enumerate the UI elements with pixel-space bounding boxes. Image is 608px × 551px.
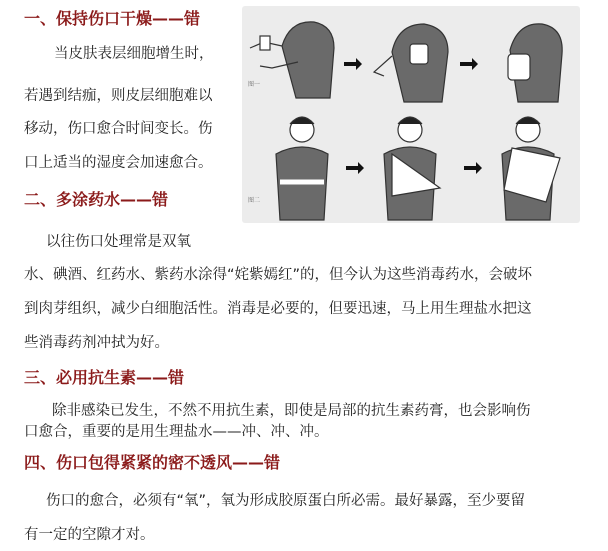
heading-airtight: 四、伤口包得紧紧的密不透风——错 bbox=[24, 453, 281, 472]
arrow-right-icon bbox=[460, 58, 478, 70]
figure-label-2: 图二 bbox=[248, 197, 261, 204]
sling-step-2 bbox=[384, 117, 440, 220]
paragraph-line: 口愈合，重要的是用生理盐水——冲、冲、冲。 bbox=[24, 424, 329, 440]
paragraph-line: 些消毒药剂冲拭为好。 bbox=[24, 335, 169, 351]
heading-medicine: 二、多涂药水——错 bbox=[24, 190, 169, 209]
paragraph-line: 到肉芽组织，减少白细胞活性。消毒是必要的，但要迅速，马上用生理盐水把这 bbox=[24, 301, 532, 317]
arrow-right-icon bbox=[346, 162, 364, 174]
arrow-right-icon bbox=[464, 162, 482, 174]
paragraph-line: 有一定的空隙才对。 bbox=[24, 527, 155, 543]
paragraph-line: 口上适当的湿度会加速愈合。 bbox=[24, 155, 213, 171]
figure-label-1: 图一 bbox=[248, 81, 261, 88]
paragraph-line: 以往伤口处理常是双氧 bbox=[46, 234, 191, 250]
arrow-right-icon bbox=[344, 58, 362, 70]
heading-antibiotics: 三、必用抗生素——错 bbox=[24, 368, 185, 387]
paragraph-line: 若遇到结痂，则皮层细胞难以 bbox=[24, 88, 213, 104]
paragraph-line: 移动，伤口愈合时间变长。伤 bbox=[24, 121, 213, 137]
paragraph-line: 伤口的愈合，必须有“氧”，氧为形成胶原蛋白所必需。最好暴露，至少要留 bbox=[46, 493, 526, 509]
arm-bandage-step-2 bbox=[374, 24, 448, 102]
paragraph-line: 水、碘酒、红药水、紫药水涂得“姹紫嫣红”的，但今认为这些消毒药水，会破坏 bbox=[24, 267, 533, 283]
sling-step-1 bbox=[276, 117, 328, 220]
paragraph-line: 当皮肤表层细胞增生时， bbox=[54, 46, 214, 62]
sling-step-3 bbox=[502, 117, 560, 220]
arm-bandage-step-3 bbox=[508, 24, 562, 102]
heading-keep-dry: 一、保持伤口干燥——错 bbox=[24, 9, 201, 28]
paragraph-line: 除非感染已发生，不然不用抗生素，即使是局部的抗生素药膏，也会影响伤 bbox=[52, 403, 531, 419]
bandage-illustration bbox=[242, 6, 580, 223]
arm-bandage-step-1 bbox=[250, 22, 334, 98]
